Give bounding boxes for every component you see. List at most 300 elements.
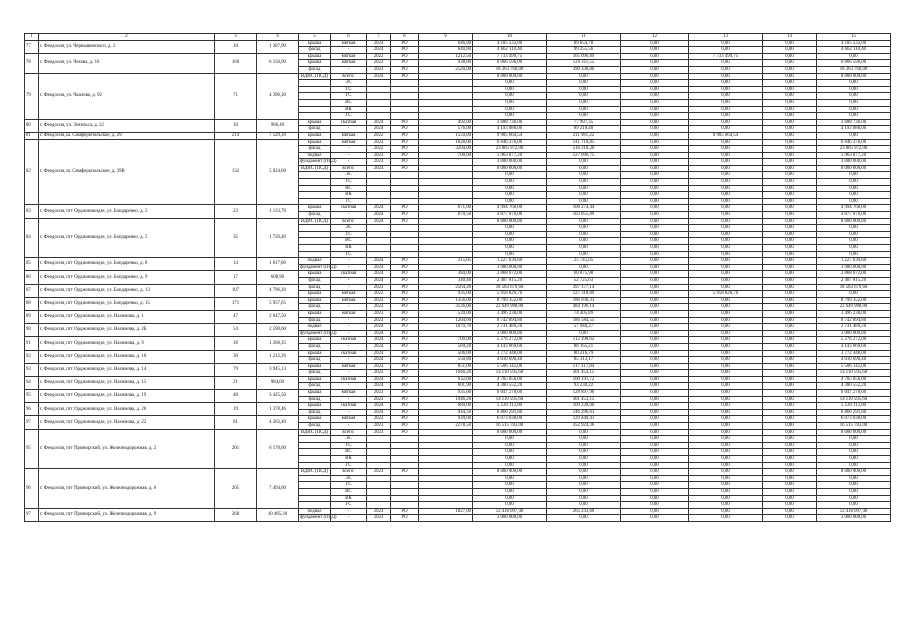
fund-federal: 0,00	[621, 310, 689, 317]
supervision-cost: 510 218,20	[547, 146, 621, 153]
apartments-count: 18	[215, 337, 257, 350]
fund-owners: 18 583 679,60	[817, 284, 891, 291]
year: 2023	[367, 390, 391, 397]
row-number: 80	[25, 119, 39, 132]
supervision-cost: 0,00	[547, 185, 621, 192]
fund-local: 0,00	[763, 284, 817, 291]
building-address: г. Феодосия, пгт Орджоникидзе, ул. Нахимова, д. 20	[39, 403, 215, 416]
executor: РО	[391, 423, 419, 430]
work-subtype: ГС	[331, 251, 367, 258]
volume: 1827,00	[419, 508, 473, 515]
work-subtype: всего:	[331, 429, 367, 436]
work-type	[299, 106, 331, 113]
fund-federal: 0,00	[621, 245, 689, 252]
fund-regional: 0,00	[689, 515, 763, 522]
cost: 4 380 552,20	[473, 383, 547, 390]
supervision-cost: 100 191,72	[547, 376, 621, 383]
fund-owners: 5 128 112,00	[817, 403, 891, 410]
year: 2024	[367, 47, 391, 54]
volume: 601,90	[419, 383, 473, 390]
supervision-cost: 0,00	[547, 264, 621, 271]
cost: 14 110 595,60	[473, 370, 547, 377]
fund-federal: 0,00	[621, 508, 689, 515]
work-type	[299, 113, 331, 120]
executor: РО	[391, 390, 419, 397]
apartments-count: 35	[215, 218, 257, 258]
work-type: фундамент (ПСД)	[300, 330, 337, 336]
fund-federal: 0,00	[621, 218, 689, 225]
work-type	[299, 436, 331, 443]
year: 2024	[367, 409, 391, 416]
executor	[391, 475, 419, 482]
volume	[419, 245, 473, 252]
cost: 6 066 596,00	[473, 60, 547, 67]
fund-local: 0,00	[763, 475, 817, 482]
supervision-cost: 52 725,63	[547, 277, 621, 284]
fund-owners: 0,00	[817, 198, 891, 205]
fund-regional: 0,00	[689, 416, 763, 423]
fund-local: 0,00	[763, 80, 817, 87]
fund-owners: 18 263 760,00	[817, 66, 891, 73]
fund-owners: 8 799 352,00	[817, 297, 891, 304]
volume	[419, 495, 473, 502]
executor: РО	[391, 376, 419, 383]
apartments-count: 160	[215, 53, 257, 73]
work-type: ВДИС (ПСД)	[299, 165, 331, 172]
fund-regional: 0,00	[689, 376, 763, 383]
apartments-count: 21	[215, 376, 257, 389]
fund-regional: 0,00	[689, 350, 763, 357]
building-address: г. Феодосия, пгт Орджоникидзе, ул. Нахимова, д. 15	[39, 376, 215, 389]
fund-regional: 0,00	[689, 231, 763, 238]
supervision-cost: 106 274,44	[547, 205, 621, 212]
fund-federal: 0,00	[621, 238, 689, 245]
fund-federal: 0,00	[621, 47, 689, 54]
fund-regional: 5 958 826,70	[689, 291, 763, 298]
supervision-cost: 0,00	[547, 442, 621, 449]
year: 2024	[367, 271, 391, 278]
column-number: 2	[39, 34, 215, 41]
year	[367, 475, 391, 482]
row-number: 83	[25, 205, 39, 218]
fund-regional: 0,00	[689, 205, 763, 212]
volume	[419, 86, 473, 93]
fund-federal: 0,00	[621, 146, 689, 153]
fund-owners: 0,00	[817, 436, 891, 443]
cost: 0,00	[473, 80, 547, 87]
executor: РО	[391, 277, 419, 284]
supervision-cost: 129 311,55	[547, 60, 621, 67]
fund-owners: 0,00	[817, 106, 891, 113]
work-subtype: -	[331, 146, 367, 153]
fund-local: 0,00	[763, 212, 817, 219]
work-subtype: -	[331, 515, 367, 522]
year: 2023	[367, 152, 391, 159]
work-type	[299, 231, 331, 238]
cost: 4 994 768,00	[473, 205, 547, 212]
fund-owners: 0,00	[817, 488, 891, 495]
work-type	[299, 251, 331, 258]
cost: 3 000 000,00	[473, 515, 547, 522]
table-row	[25, 284, 891, 291]
table-row	[25, 132, 891, 139]
fund-owners: 0,00	[817, 225, 891, 232]
fund-local: 0,00	[763, 363, 817, 370]
cost: 8 000 000,00	[473, 73, 547, 80]
fund-federal: 0,00	[621, 159, 689, 166]
cost: 3 496 238,00	[473, 310, 547, 317]
fund-owners: 0,00	[817, 113, 891, 120]
fund-federal: 0,00	[621, 297, 689, 304]
year: 2022	[367, 146, 391, 153]
volume	[419, 172, 473, 179]
fund-local: 0,00	[763, 165, 817, 172]
volume	[419, 218, 473, 225]
fund-regional: 0,00	[689, 390, 763, 397]
supervision-cost: 484 196,14	[547, 304, 621, 311]
fund-local: 0,00	[763, 251, 817, 258]
year	[367, 93, 391, 100]
executor: РО	[391, 146, 419, 153]
executor: РО	[391, 370, 419, 377]
supervision-cost: 0,00	[547, 482, 621, 489]
fund-federal: 0,00	[621, 396, 689, 403]
fund-federal: 0,00	[621, 462, 689, 469]
volume	[419, 113, 473, 120]
cost: 6 646 376,00	[473, 139, 547, 146]
work-subtype: мягкая	[331, 53, 367, 60]
fund-local: 0,00	[763, 93, 817, 100]
fund-regional: 0,00	[689, 297, 763, 304]
fund-local: 0,00	[763, 337, 817, 344]
fund-owners: 0,00	[817, 482, 891, 489]
column-number: 10	[473, 34, 547, 41]
column-number: 3	[215, 34, 257, 41]
supervision-cost: 0,00	[547, 80, 621, 87]
column-number: 15	[817, 34, 891, 41]
volume: 935,00	[419, 291, 473, 298]
table-row	[25, 258, 891, 265]
fund-federal: 0,00	[621, 60, 689, 67]
work-subtype: -	[331, 277, 367, 284]
work-subtype: -	[331, 343, 367, 350]
fund-regional: 0,00	[689, 40, 763, 47]
supervision-cost: 0,00	[547, 165, 621, 172]
work-type: крыша	[299, 376, 331, 383]
column-number: 5	[299, 34, 331, 41]
executor	[391, 449, 419, 456]
fund-regional: 0,00	[689, 482, 763, 489]
work-subtype: ВК	[331, 106, 367, 113]
fund-federal: 0,00	[621, 152, 689, 159]
work-type: ВДИС (ПСД)	[299, 73, 331, 80]
cost: 8 000 000,00	[473, 165, 547, 172]
fund-regional: 0,00	[689, 198, 763, 205]
executor	[391, 495, 419, 502]
building-address: г. Феодосия, пгт Орджоникидзе, ул. Нахимова, д. 19	[39, 390, 215, 403]
fund-local: 0,00	[763, 218, 817, 225]
fund-federal: 0,00	[621, 225, 689, 232]
cost: 18 583 679,60	[473, 284, 547, 291]
executor	[391, 462, 419, 469]
supervision-cost: 0,00	[547, 192, 621, 199]
year: 2023	[367, 159, 391, 166]
work-subtype: мягкая	[331, 363, 367, 370]
executor: РО	[391, 73, 419, 80]
year: 2023	[367, 515, 391, 522]
year	[367, 238, 391, 245]
fund-regional: 0,00	[689, 363, 763, 370]
executor: РО	[391, 324, 419, 331]
fund-regional: 0,00	[689, 502, 763, 509]
year: 2024	[367, 403, 391, 410]
fund-local: 0,00	[763, 482, 817, 489]
fund-owners: 8 000 000,00	[817, 73, 891, 80]
fund-federal: 0,00	[621, 409, 689, 416]
fund-owners: 0,00	[817, 93, 891, 100]
work-type: крыша	[299, 363, 331, 370]
building-address: г. Феодосия, ш. Симферопольское, д. 29	[39, 132, 215, 139]
work-type	[299, 99, 331, 106]
fund-federal: 0,00	[621, 475, 689, 482]
work-subtype: ВС	[331, 238, 367, 245]
work-type: фасад	[299, 284, 331, 291]
building-area: 4 796,20	[257, 284, 299, 297]
work-type	[299, 238, 331, 245]
volume: 944,50	[419, 409, 473, 416]
row-number: 84	[25, 218, 39, 258]
executor	[391, 238, 419, 245]
executor: РО	[391, 337, 419, 344]
year: 2024	[367, 357, 391, 364]
cost: 14 110 595,60	[473, 396, 547, 403]
volume	[419, 429, 473, 436]
cost: 5 276 272,00	[473, 337, 547, 344]
supervision-cost: 0,00	[547, 231, 621, 238]
fund-regional: 9 905 664,54	[689, 132, 763, 139]
row-number: 96	[25, 469, 39, 509]
work-subtype: ТС	[331, 231, 367, 238]
volume: 315,05	[419, 258, 473, 265]
volume	[419, 488, 473, 495]
fund-local: 0,00	[763, 515, 817, 522]
building-area: 4 396,30	[257, 73, 299, 119]
fund-owners: 4 193 088,00	[817, 126, 891, 133]
cost: 22 649 988,00	[473, 304, 547, 311]
volume	[419, 231, 473, 238]
work-subtype: -	[331, 159, 367, 166]
cost: 23 865 972,00	[473, 146, 547, 153]
fund-federal: 0,00	[621, 436, 689, 443]
work-subtype: -	[331, 126, 367, 133]
volume	[419, 330, 473, 337]
apartments-count: 205	[215, 469, 257, 509]
fund-owners: 3 000 000,00	[817, 159, 891, 166]
executor: РО	[391, 152, 419, 159]
fund-federal: 0,00	[621, 469, 689, 476]
apartments-count: 10	[215, 40, 257, 53]
year	[367, 198, 391, 205]
executor: РО	[391, 429, 419, 436]
building-area: 1 133,70	[257, 205, 299, 218]
fund-local: 0,00	[763, 40, 817, 47]
supervision-cost: 186 584,55	[547, 317, 621, 324]
fund-owners: 4 380 552,20	[817, 383, 891, 390]
cost: 0,00	[473, 475, 547, 482]
row-number: 79	[25, 73, 39, 119]
work-type: крыша	[299, 53, 331, 60]
supervision-cost: 0,00	[547, 475, 621, 482]
supervision-cost: 89 054,78	[547, 40, 621, 47]
fund-owners: 4 143 869,60	[817, 343, 891, 350]
fund-regional: 0,00	[689, 264, 763, 271]
fund-owners: 22 649 988,00	[817, 304, 891, 311]
fund-regional: 0,00	[689, 370, 763, 377]
supervision-cost: 0,00	[547, 462, 621, 469]
executor	[391, 80, 419, 87]
cost: 5 958 826,70	[473, 291, 547, 298]
volume	[419, 482, 473, 489]
volume	[419, 442, 473, 449]
fund-owners: 1 227 039,60	[817, 258, 891, 265]
fund-local: 0,00	[763, 449, 817, 456]
executor	[391, 436, 419, 443]
fund-regional: 0,00	[689, 251, 763, 258]
work-subtype: ГС	[331, 113, 367, 120]
supervision-cost: 301 453,15	[547, 370, 621, 377]
capital-repair-table	[24, 33, 891, 522]
volume	[419, 73, 473, 80]
cost: 3 772 448,00	[473, 350, 547, 357]
fund-local: 0,00	[763, 99, 817, 106]
work-type: фасад	[299, 357, 331, 364]
cost: 0,00	[473, 231, 547, 238]
work-subtype: ВК	[331, 456, 367, 463]
work-subtype: скатная	[331, 271, 367, 278]
cost: 8 000 000,00	[473, 218, 547, 225]
fund-regional: 0,00	[689, 357, 763, 364]
fund-regional: 0,00	[689, 139, 763, 146]
fund-federal: 0,00	[621, 416, 689, 423]
fund-local: 0,00	[763, 66, 817, 73]
cost: 2 731 489,20	[473, 324, 547, 331]
supervision-cost: 0,00	[547, 245, 621, 252]
building-area: 1 268,35	[257, 337, 299, 350]
cost: 3 688 736,00	[473, 119, 547, 126]
cost: 0,00	[473, 106, 547, 113]
year: 2023	[367, 297, 391, 304]
work-subtype: ВК	[331, 495, 367, 502]
cost: 6 860 291,00	[473, 409, 547, 416]
fund-local: 0,00	[763, 297, 817, 304]
cost: 8 000 000,00	[473, 429, 547, 436]
fund-regional: 7 733 499,75	[689, 53, 763, 60]
volume: 1946,20	[419, 396, 473, 403]
executor: РО	[391, 218, 419, 225]
cost: 4 705 856,00	[473, 376, 547, 383]
year: 2023	[367, 139, 391, 146]
year	[367, 86, 391, 93]
row-number: 77	[25, 40, 39, 53]
building-area: 7 494,00	[257, 469, 299, 509]
supervision-cost: 74 305,89	[547, 310, 621, 317]
fund-regional: 0,00	[689, 245, 763, 252]
fund-regional: 0,00	[689, 423, 763, 430]
volume	[419, 449, 473, 456]
work-type	[299, 192, 331, 199]
year	[367, 179, 391, 186]
building-address: г. Феодосия, пгт Приморский, ул. Железнодорожная, д. 9	[39, 508, 215, 521]
work-type: подвал	[299, 324, 331, 331]
fund-regional: 0,00	[689, 449, 763, 456]
volume: 700,00	[419, 152, 473, 159]
fund-local: 0,00	[763, 350, 817, 357]
apartments-count: 47	[215, 310, 257, 323]
supervision-cost: 390 330,86	[547, 66, 621, 73]
year	[367, 488, 391, 495]
building-address: г. Феодосия, ул. Чкалова, д. 92	[39, 73, 215, 119]
building-area: 3 425,50	[257, 390, 299, 403]
fund-regional: 0,00	[689, 146, 763, 153]
fund-federal: 0,00	[621, 271, 689, 278]
work-type	[299, 456, 331, 463]
fund-local: 0,00	[763, 53, 817, 60]
volume	[419, 106, 473, 113]
cost: 0,00	[473, 113, 547, 120]
volume: 2278,50	[419, 423, 473, 430]
year: 2023	[367, 310, 391, 317]
fund-owners: 3 000 000,00	[817, 330, 891, 337]
year: 2024	[367, 383, 391, 390]
work-type	[299, 80, 331, 87]
building-address: г. Феодосия, пгт Орджоникидзе, ул. Нахимова, д. 22	[39, 416, 215, 429]
fund-regional: 0,00	[689, 284, 763, 291]
supervision-cost: 93 230,22	[547, 383, 621, 390]
work-type: фасад	[299, 409, 331, 416]
work-type	[299, 502, 331, 509]
fund-regional: 0,00	[689, 192, 763, 199]
supervision-cost: 0,00	[547, 106, 621, 113]
table-row	[25, 508, 891, 515]
year	[367, 106, 391, 113]
year: 2024	[367, 40, 391, 47]
work-type: крыша	[299, 40, 331, 47]
fund-local: 0,00	[763, 73, 817, 80]
year: 2023	[367, 60, 391, 67]
cost: 18 263 760,00	[473, 66, 547, 73]
volume	[419, 159, 473, 166]
fund-federal: 0,00	[621, 482, 689, 489]
supervision-cost: 0,00	[547, 449, 621, 456]
work-type: фасад	[299, 396, 331, 403]
year	[367, 80, 391, 87]
fund-federal: 0,00	[621, 495, 689, 502]
supervision-cost: 0,00	[547, 502, 621, 509]
apartments-count: 171	[215, 297, 257, 310]
work-subtype: -	[331, 396, 367, 403]
work-subtype: мягкая	[331, 310, 367, 317]
cost: 2 868 672,00	[473, 271, 547, 278]
supervision-cost: 0,00	[547, 113, 621, 120]
fund-federal: 0,00	[621, 198, 689, 205]
year: 2024	[367, 218, 391, 225]
work-subtype: -	[331, 357, 367, 364]
executor	[391, 482, 419, 489]
fund-owners: 3 496 238,00	[817, 310, 891, 317]
work-subtype: -	[331, 383, 367, 390]
executor: РО	[391, 383, 419, 390]
apartments-count: 268	[215, 508, 257, 521]
